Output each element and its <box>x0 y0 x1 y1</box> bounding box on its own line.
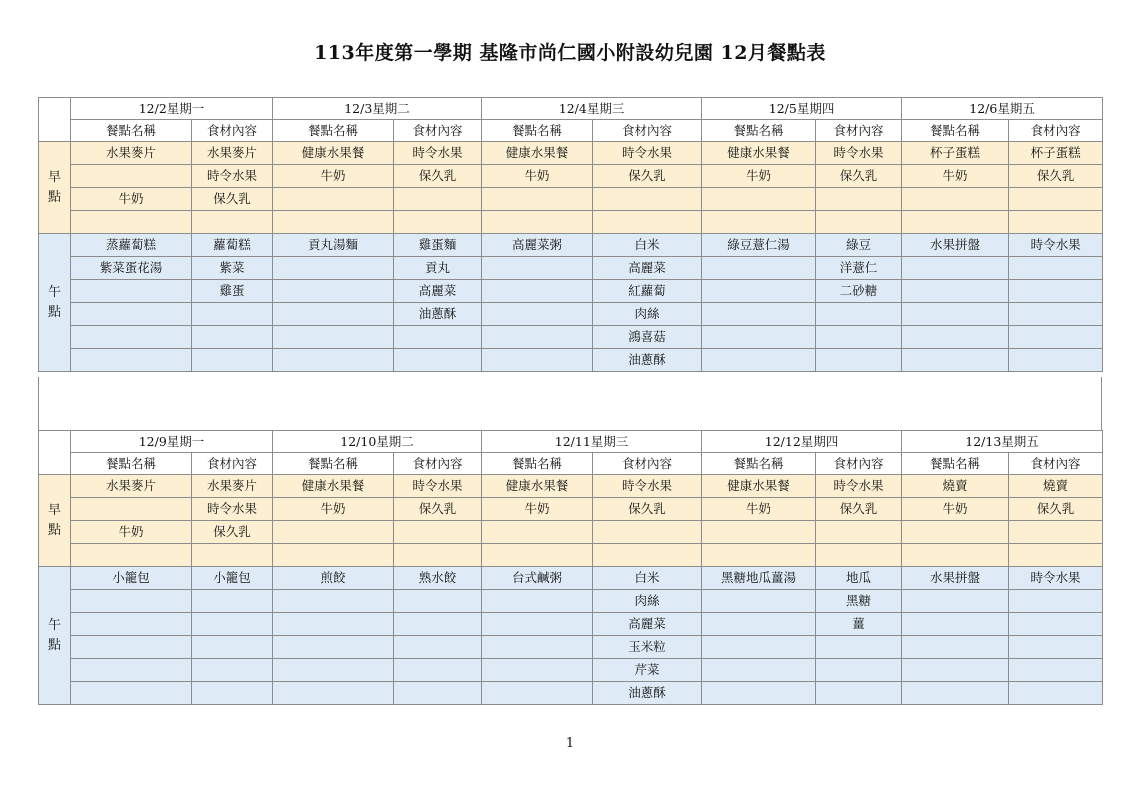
lunch-dish-cell <box>71 682 192 705</box>
lunch-dish-cell <box>482 326 593 349</box>
ingredient-column-label: 食材內容 <box>593 453 702 475</box>
breakfast-dish-cell <box>71 211 192 234</box>
column-label-row <box>39 120 1103 142</box>
breakfast-ingredient-cell: 時令水果 <box>394 142 482 165</box>
breakfast-ingredient-cell <box>394 211 482 234</box>
breakfast-dish-cell: 健康水果餐 <box>702 142 816 165</box>
breakfast-ingredient-cell: 時令水果 <box>816 475 902 498</box>
day-header: 12/9星期一 <box>71 431 273 453</box>
breakfast-dish-cell <box>273 521 394 544</box>
ingredient-column-label: 食材內容 <box>192 453 273 475</box>
breakfast-ingredient-cell <box>816 188 902 211</box>
breakfast-dish-cell: 牛奶 <box>702 498 816 521</box>
lunch-dish-cell <box>273 659 394 682</box>
corner-cell <box>39 98 71 142</box>
lunch-dish-cell <box>482 682 593 705</box>
lunch-dish-cell <box>702 326 816 349</box>
lunch-ingredient-cell: 黑糖 <box>816 590 902 613</box>
week-1-menu-table <box>38 97 1103 372</box>
day-header: 12/5星期四 <box>702 98 902 120</box>
lunch-ingredient-cell <box>816 303 902 326</box>
breakfast-ingredient-cell: 保久乳 <box>1009 498 1103 521</box>
lunch-dish-cell: 黑糖地瓜薑湯 <box>702 567 816 590</box>
lunch-dish-cell <box>482 257 593 280</box>
lunch-dish-cell <box>902 636 1009 659</box>
lunch-dish-cell <box>702 590 816 613</box>
lunch-dish-cell <box>273 303 394 326</box>
lunch-ingredient-cell <box>1009 303 1103 326</box>
lunch-row <box>39 303 1103 326</box>
breakfast-ingredient-cell: 時令水果 <box>192 498 273 521</box>
lunch-dish-cell: 紫菜蛋花湯 <box>71 257 192 280</box>
breakfast-dish-cell <box>482 521 593 544</box>
lunch-dish-cell <box>482 280 593 303</box>
lunch-ingredient-cell: 地瓜 <box>816 567 902 590</box>
lunch-row <box>39 567 1103 590</box>
breakfast-dish-cell <box>71 498 192 521</box>
day-header: 12/11星期三 <box>482 431 702 453</box>
day-header-row <box>39 98 1103 120</box>
lunch-ingredient-cell <box>1009 257 1103 280</box>
lunch-dish-cell <box>71 659 192 682</box>
breakfast-dish-cell: 牛奶 <box>482 165 593 188</box>
breakfast-ingredient-cell <box>394 188 482 211</box>
lunch-ingredient-cell: 綠豆 <box>816 234 902 257</box>
dish-column-label: 餐點名稱 <box>482 120 593 142</box>
dish-column-label: 餐點名稱 <box>702 453 816 475</box>
breakfast-dish-cell <box>902 544 1009 567</box>
lunch-dish-cell <box>273 280 394 303</box>
lunch-ingredient-cell: 熟水餃 <box>394 567 482 590</box>
lunch-ingredient-cell: 紅蘿蔔 <box>593 280 702 303</box>
breakfast-row <box>39 165 1103 188</box>
lunch-dish-cell <box>482 659 593 682</box>
lunch-dish-cell: 水果拼盤 <box>902 567 1009 590</box>
page-title: 113年度第一學期 基隆市尚仁國小附設幼兒園 12月餐點表 <box>314 42 826 64</box>
lunch-ingredient-cell <box>816 326 902 349</box>
lunch-ingredient-cell <box>192 349 273 372</box>
dish-column-label: 餐點名稱 <box>902 453 1009 475</box>
breakfast-ingredient-cell: 保久乳 <box>816 165 902 188</box>
lunch-dish-cell: 小籠包 <box>71 567 192 590</box>
lunch-ingredient-cell: 高麗菜 <box>394 280 482 303</box>
lunch-ingredient-cell <box>816 659 902 682</box>
lunch-row <box>39 659 1103 682</box>
breakfast-dish-cell: 水果麥片 <box>71 475 192 498</box>
breakfast-ingredient-cell: 保久乳 <box>192 188 273 211</box>
lunch-ingredient-cell <box>192 590 273 613</box>
breakfast-dish-cell: 健康水果餐 <box>482 142 593 165</box>
breakfast-ingredient-cell: 水果麥片 <box>192 475 273 498</box>
breakfast-dish-cell <box>702 521 816 544</box>
lunch-dish-cell <box>702 280 816 303</box>
lunch-ingredient-cell <box>1009 280 1103 303</box>
lunch-ingredient-cell: 芹菜 <box>593 659 702 682</box>
ingredient-column-label: 食材內容 <box>1009 120 1103 142</box>
breakfast-ingredient-cell: 燒賣 <box>1009 475 1103 498</box>
lunch-dish-cell: 煎餃 <box>273 567 394 590</box>
lunch-dish-cell <box>273 682 394 705</box>
lunch-dish-cell <box>71 590 192 613</box>
lunch-dish-cell <box>273 349 394 372</box>
breakfast-ingredient-cell <box>816 544 902 567</box>
ingredient-column-label: 食材內容 <box>394 453 482 475</box>
lunch-row <box>39 234 1103 257</box>
breakfast-dish-cell <box>273 211 394 234</box>
lunch-period-label: 午 點 <box>39 567 71 705</box>
breakfast-dish-cell: 牛奶 <box>273 498 394 521</box>
breakfast-ingredient-cell <box>1009 521 1103 544</box>
lunch-dish-cell <box>902 303 1009 326</box>
breakfast-dish-cell <box>482 188 593 211</box>
lunch-ingredient-cell <box>394 636 482 659</box>
lunch-dish-cell <box>902 590 1009 613</box>
lunch-dish-cell <box>702 613 816 636</box>
breakfast-dish-cell: 水果麥片 <box>71 142 192 165</box>
breakfast-ingredient-cell <box>593 544 702 567</box>
week-separator <box>38 377 1102 430</box>
lunch-dish-cell <box>902 613 1009 636</box>
breakfast-ingredient-cell: 杯子蛋糕 <box>1009 142 1103 165</box>
breakfast-dish-cell <box>902 521 1009 544</box>
lunch-ingredient-cell: 洋薏仁 <box>816 257 902 280</box>
breakfast-ingredient-cell: 保久乳 <box>593 498 702 521</box>
breakfast-dish-cell: 健康水果餐 <box>482 475 593 498</box>
lunch-dish-cell: 蒸蘿蔔糕 <box>71 234 192 257</box>
breakfast-dish-cell: 牛奶 <box>273 165 394 188</box>
week-2-menu-table <box>38 430 1103 705</box>
lunch-dish-cell <box>482 303 593 326</box>
breakfast-dish-cell <box>702 211 816 234</box>
breakfast-ingredient-cell <box>593 188 702 211</box>
lunch-ingredient-cell: 紫菜 <box>192 257 273 280</box>
lunch-dish-cell <box>702 303 816 326</box>
day-header: 12/6星期五 <box>902 98 1103 120</box>
breakfast-ingredient-cell <box>192 211 273 234</box>
lunch-dish-cell: 高麗菜粥 <box>482 234 593 257</box>
dish-column-label: 餐點名稱 <box>71 120 192 142</box>
breakfast-dish-cell <box>482 211 593 234</box>
lunch-ingredient-cell: 蘿蔔糕 <box>192 234 273 257</box>
lunch-ingredient-cell: 白米 <box>593 234 702 257</box>
breakfast-row <box>39 188 1103 211</box>
lunch-ingredient-cell <box>192 682 273 705</box>
breakfast-ingredient-cell <box>593 521 702 544</box>
day-header: 12/2星期一 <box>71 98 273 120</box>
lunch-dish-cell <box>902 682 1009 705</box>
dish-column-label: 餐點名稱 <box>273 120 394 142</box>
breakfast-ingredient-cell <box>394 521 482 544</box>
breakfast-period-label: 早 點 <box>39 142 71 234</box>
lunch-row <box>39 613 1103 636</box>
breakfast-ingredient-cell <box>1009 211 1103 234</box>
lunch-row <box>39 257 1103 280</box>
breakfast-dish-cell <box>71 544 192 567</box>
breakfast-ingredient-cell <box>593 211 702 234</box>
lunch-dish-cell <box>482 636 593 659</box>
lunch-dish-cell: 台式鹹粥 <box>482 567 593 590</box>
lunch-ingredient-cell: 肉絲 <box>593 590 702 613</box>
lunch-dish-cell <box>482 613 593 636</box>
breakfast-dish-cell <box>273 188 394 211</box>
lunch-dish-cell <box>702 349 816 372</box>
ingredient-column-label: 食材內容 <box>593 120 702 142</box>
lunch-dish-cell: 水果拼盤 <box>902 234 1009 257</box>
lunch-ingredient-cell: 小籠包 <box>192 567 273 590</box>
lunch-dish-cell <box>902 659 1009 682</box>
lunch-ingredient-cell <box>394 659 482 682</box>
breakfast-ingredient-cell: 水果麥片 <box>192 142 273 165</box>
breakfast-dish-cell <box>482 544 593 567</box>
breakfast-ingredient-cell: 保久乳 <box>192 521 273 544</box>
column-label-row <box>39 453 1103 475</box>
day-header: 12/12星期四 <box>702 431 902 453</box>
dish-column-label: 餐點名稱 <box>482 453 593 475</box>
lunch-ingredient-cell <box>394 613 482 636</box>
breakfast-ingredient-cell: 時令水果 <box>593 475 702 498</box>
breakfast-dish-cell <box>702 544 816 567</box>
breakfast-ingredient-cell: 時令水果 <box>593 142 702 165</box>
day-header: 12/13星期五 <box>902 431 1103 453</box>
ingredient-column-label: 食材內容 <box>816 453 902 475</box>
lunch-ingredient-cell: 貢丸 <box>394 257 482 280</box>
day-header: 12/4星期三 <box>482 98 702 120</box>
ingredient-column-label: 食材內容 <box>192 120 273 142</box>
breakfast-row <box>39 544 1103 567</box>
lunch-dish-cell <box>273 590 394 613</box>
dish-column-label: 餐點名稱 <box>273 453 394 475</box>
lunch-ingredient-cell: 油蔥酥 <box>394 303 482 326</box>
lunch-ingredient-cell <box>1009 326 1103 349</box>
breakfast-ingredient-cell <box>816 521 902 544</box>
lunch-ingredient-cell <box>816 636 902 659</box>
lunch-row <box>39 280 1103 303</box>
lunch-ingredient-cell: 雞蛋 <box>192 280 273 303</box>
lunch-ingredient-cell <box>394 349 482 372</box>
lunch-dish-cell <box>71 326 192 349</box>
lunch-dish-cell <box>273 636 394 659</box>
lunch-dish-cell <box>902 257 1009 280</box>
breakfast-dish-cell: 杯子蛋糕 <box>902 142 1009 165</box>
breakfast-dish-cell: 健康水果餐 <box>273 475 394 498</box>
lunch-ingredient-cell: 鴻喜菇 <box>593 326 702 349</box>
breakfast-dish-cell <box>273 544 394 567</box>
breakfast-ingredient-cell: 保久乳 <box>394 498 482 521</box>
breakfast-row <box>39 142 1103 165</box>
lunch-ingredient-cell <box>1009 659 1103 682</box>
lunch-dish-cell <box>273 326 394 349</box>
lunch-row <box>39 349 1103 372</box>
breakfast-dish-cell: 牛奶 <box>702 165 816 188</box>
lunch-ingredient-cell: 玉米粒 <box>593 636 702 659</box>
lunch-dish-cell <box>482 590 593 613</box>
lunch-ingredient-cell: 油蔥酥 <box>593 349 702 372</box>
breakfast-row <box>39 498 1103 521</box>
breakfast-dish-cell <box>902 188 1009 211</box>
lunch-ingredient-cell <box>1009 682 1103 705</box>
breakfast-ingredient-cell: 時令水果 <box>816 142 902 165</box>
breakfast-ingredient-cell <box>394 544 482 567</box>
breakfast-ingredient-cell: 時令水果 <box>394 475 482 498</box>
lunch-ingredient-cell: 白米 <box>593 567 702 590</box>
lunch-dish-cell <box>71 280 192 303</box>
ingredient-column-label: 食材內容 <box>816 120 902 142</box>
day-header: 12/3星期二 <box>273 98 482 120</box>
lunch-ingredient-cell <box>192 659 273 682</box>
dish-column-label: 餐點名稱 <box>71 453 192 475</box>
lunch-ingredient-cell: 雞蛋麵 <box>394 234 482 257</box>
lunch-dish-cell <box>273 613 394 636</box>
lunch-ingredient-cell <box>1009 590 1103 613</box>
breakfast-dish-cell: 牛奶 <box>71 188 192 211</box>
lunch-dish-cell <box>71 303 192 326</box>
breakfast-dish-cell <box>902 211 1009 234</box>
lunch-ingredient-cell: 時令水果 <box>1009 234 1103 257</box>
ingredient-column-label: 食材內容 <box>394 120 482 142</box>
ingredient-column-label: 食材內容 <box>1009 453 1103 475</box>
lunch-ingredient-cell <box>1009 613 1103 636</box>
lunch-dish-cell <box>702 636 816 659</box>
lunch-ingredient-cell <box>192 613 273 636</box>
breakfast-dish-cell: 健康水果餐 <box>273 142 394 165</box>
day-header: 12/10星期二 <box>273 431 482 453</box>
corner-cell <box>39 431 71 475</box>
lunch-dish-cell <box>71 613 192 636</box>
lunch-dish-cell <box>702 682 816 705</box>
lunch-ingredient-cell: 時令水果 <box>1009 567 1103 590</box>
lunch-dish-cell <box>273 257 394 280</box>
lunch-ingredient-cell <box>1009 349 1103 372</box>
breakfast-period-label: 早 點 <box>39 475 71 567</box>
lunch-ingredient-cell <box>192 636 273 659</box>
breakfast-ingredient-cell: 保久乳 <box>1009 165 1103 188</box>
lunch-ingredient-cell <box>816 682 902 705</box>
breakfast-ingredient-cell <box>1009 544 1103 567</box>
lunch-dish-cell <box>902 349 1009 372</box>
lunch-ingredient-cell: 二砂糖 <box>816 280 902 303</box>
lunch-ingredient-cell <box>394 590 482 613</box>
lunch-row <box>39 636 1103 659</box>
breakfast-dish-cell: 健康水果餐 <box>702 475 816 498</box>
lunch-dish-cell <box>902 280 1009 303</box>
breakfast-ingredient-cell: 保久乳 <box>816 498 902 521</box>
breakfast-dish-cell <box>71 165 192 188</box>
breakfast-dish-cell <box>702 188 816 211</box>
lunch-ingredient-cell <box>394 326 482 349</box>
lunch-dish-cell: 貢丸湯麵 <box>273 234 394 257</box>
lunch-dish-cell <box>71 349 192 372</box>
breakfast-dish-cell: 牛奶 <box>482 498 593 521</box>
breakfast-ingredient-cell <box>1009 188 1103 211</box>
lunch-ingredient-cell: 肉絲 <box>593 303 702 326</box>
breakfast-ingredient-cell <box>816 211 902 234</box>
day-header-row <box>39 431 1103 453</box>
lunch-ingredient-cell <box>1009 636 1103 659</box>
breakfast-dish-cell: 牛奶 <box>902 165 1009 188</box>
breakfast-ingredient-cell <box>192 544 273 567</box>
lunch-dish-cell <box>71 636 192 659</box>
breakfast-ingredient-cell: 保久乳 <box>593 165 702 188</box>
lunch-dish-cell <box>902 326 1009 349</box>
lunch-period-label: 午 點 <box>39 234 71 372</box>
breakfast-row <box>39 211 1103 234</box>
lunch-row <box>39 590 1103 613</box>
lunch-dish-cell: 綠豆薏仁湯 <box>702 234 816 257</box>
breakfast-row <box>39 521 1103 544</box>
page-number: 1 <box>565 736 575 751</box>
lunch-row <box>39 326 1103 349</box>
lunch-dish-cell <box>482 349 593 372</box>
lunch-ingredient-cell <box>192 303 273 326</box>
lunch-ingredient-cell: 薑 <box>816 613 902 636</box>
lunch-ingredient-cell <box>394 682 482 705</box>
dish-column-label: 餐點名稱 <box>902 120 1009 142</box>
lunch-ingredient-cell <box>192 326 273 349</box>
lunch-ingredient-cell <box>816 349 902 372</box>
dish-column-label: 餐點名稱 <box>702 120 816 142</box>
breakfast-dish-cell: 牛奶 <box>71 521 192 544</box>
lunch-ingredient-cell: 油蔥酥 <box>593 682 702 705</box>
lunch-dish-cell <box>702 257 816 280</box>
lunch-row <box>39 682 1103 705</box>
breakfast-dish-cell: 牛奶 <box>902 498 1009 521</box>
breakfast-ingredient-cell: 時令水果 <box>192 165 273 188</box>
lunch-dish-cell <box>702 659 816 682</box>
breakfast-row <box>39 475 1103 498</box>
lunch-ingredient-cell: 高麗菜 <box>593 613 702 636</box>
lunch-ingredient-cell: 高麗菜 <box>593 257 702 280</box>
breakfast-dish-cell: 燒賣 <box>902 475 1009 498</box>
breakfast-ingredient-cell: 保久乳 <box>394 165 482 188</box>
